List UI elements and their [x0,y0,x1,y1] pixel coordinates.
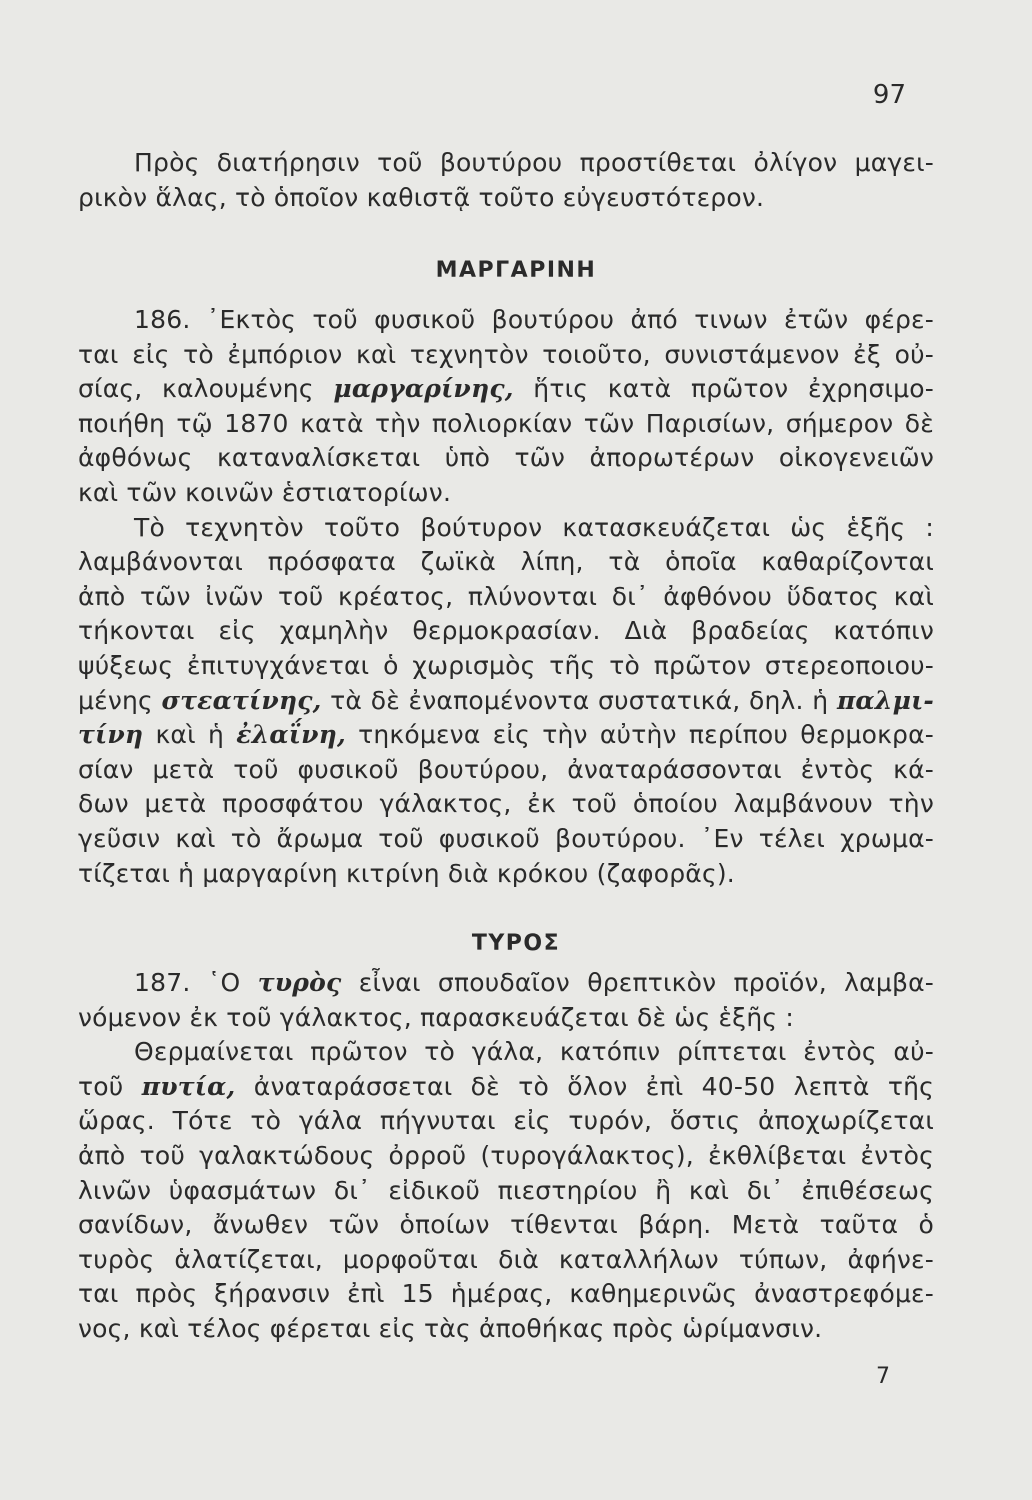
text-line: Πρὸς διατήρησιν τοῦ βουτύρου προστίθεται ὀλίγον μαγει- [134,148,934,177]
text-line: νος, καὶ τέλος φέρεται εἰς τὰς ἀποθήκας πρὸς ὡρίμανσιν. [78,1313,823,1343]
term-olein: ἐλαΐνη, [236,720,346,750]
text-line: σανίδων, ἄνωθεν τῶν ὁποίων τίθενται βάρη. Μετὰ ταῦτα ὁ [78,1210,934,1240]
text-line: γεῦσιν καὶ τὸ ἄρωμα τοῦ φυσικοῦ βουτύρου. ᾿Εν τέλει χρωμα- [78,823,934,853]
text-line: σίαν μετὰ τοῦ φυσικοῦ βουτύρου, ἀναταράσσονται ἐντὸς κά- [78,754,934,784]
text-line: καὶ τῶν κοινῶν ἑστιατορίων. [78,477,452,507]
text-line: τίνη καὶ ἡ ἐλαΐνη, τηκόμενα εἰς τὴν αὐτὴν περίπου θερμοκρα- [78,720,934,750]
text-line: Θερμαίνεται πρῶτον τὸ γάλα, κατόπιν ρίπτεται ἐντὸς αὐ- [134,1037,934,1067]
intro-paragraph [78,146,934,215]
text-line: 186. ᾿Εκτὸς τοῦ φυσικοῦ βουτύρου ἀπό τινων ἐτῶν φέρε- [134,305,934,334]
section-heading-margarine: ΜΑΡΓΑΡΙΝΗ [435,258,597,283]
cheese-section-body [78,966,934,1347]
page-number: 97 [872,80,906,110]
text-line: σίας, καλουμένης μαργαρίνης, ἥτις κατὰ πρῶτον ἐχρησιμο- [78,374,934,404]
text-line: μένης στεατίνης, τὰ δὲ ἐναπομένοντα συστατικά, δηλ. ἡ παλμι- [78,685,934,715]
term-cheese: τυρὸς [257,968,342,997]
text-line: 187. ῾Ο τυρὸς εἶναι σπουδαῖον θρεπτικὸν προϊόν, λαμβα- [134,968,935,997]
text-line: ται εἰς τὸ ἐμπόριον καὶ τεχνητὸν τοιοῦτο, συνιστάμενον ἐξ οὐ- [78,339,934,369]
text-line: Τὸ τεχνητὸν τοῦτο βούτυρον κατασκευάζεται ὡς ἑξῆς : [134,512,934,542]
term-rennet: πυτία, [141,1071,236,1101]
term-stearin: στεατίνης, [161,685,322,715]
text-line: ται πρὸς ξήρανσιν ἐπὶ 15 ἡμέρας, καθημερινῶς ἀναστρεφόμε- [78,1279,934,1309]
text-line: λινῶν ὑφασμάτων δι᾿ εἰδικοῦ πιεστηρίου ἢ καὶ δι᾿ ἐπιθέσεως [78,1175,934,1205]
text-line: τήκονται εἰς χαμηλὴν θερμοκρασίαν. Διὰ βραδείας κατόπιν [78,616,934,646]
text-line: ψύξεως ἐπιτυγχάνεται ὁ χωρισμὸς τῆς τὸ πρῶτον στερεοποιου- [78,650,934,680]
text-line: ἀπὸ τῶν ἰνῶν τοῦ κρέατος, πλύνονται δι᾿ ἀφθόνου ὕδατος καὶ [78,581,934,611]
text-line: τίζεται ἡ μαργαρίνη κιτρίνη διὰ κρόκου (ζαφορᾶς). [78,858,735,888]
text-line: ποιήθη τῷ 1870 κατὰ τὴν πολιορκίαν τῶν Παρισίων, σήμερον δὲ [78,408,934,438]
section-heading-cheese: ΤΥΡΟΣ [471,931,561,956]
text-line: τυρὸς ἁλατίζεται, μορφοῦται διὰ καταλλήλων τύπων, ἀφήνε- [78,1244,934,1274]
text-line: ὥρας. Τότε τὸ γάλα πήγνυται εἰς τυρόν, ὅστις ἀποχωρίζεται [78,1106,934,1136]
term-palmitin: παλμι- [836,685,934,715]
signature-mark: 7 [876,1364,890,1389]
text-line: ἀφθόνως καταναλίσκεται ὑπὸ τῶν ἀπορωτέρων οἰκογενειῶν [78,443,934,473]
margarine-section-body [78,303,934,891]
text-line: λαμβάνονται πρόσφατα ζωϊκὰ λίπη, τὰ ὁποῖα καθαρίζονται [78,547,934,577]
text-line: νόμενον ἐκ τοῦ γάλακτος, παρασκευάζεται δὲ ὡς ἑξῆς : [78,1002,795,1032]
text-line: ἀπὸ τοῦ γαλακτώδους ὀρροῦ (τυρογάλακτος), ἐκθλίβεται ἐντὸς [78,1140,934,1170]
term-margarine: μαργαρίνης, [333,374,514,404]
text-line: ρικὸν ἅλας, τὸ ὁποῖον καθιστᾷ τοῦτο εὐγευστότερον. [78,182,765,212]
text-line: τοῦ πυτία, ἀναταράσσεται δὲ τὸ ὅλον ἐπὶ 40-50 λεπτὰ τῆς [78,1071,935,1101]
text-line: δων μετὰ προσφάτου γάλακτος, ἐκ τοῦ ὁποίου λαμβάνουν τὴν [78,789,934,819]
